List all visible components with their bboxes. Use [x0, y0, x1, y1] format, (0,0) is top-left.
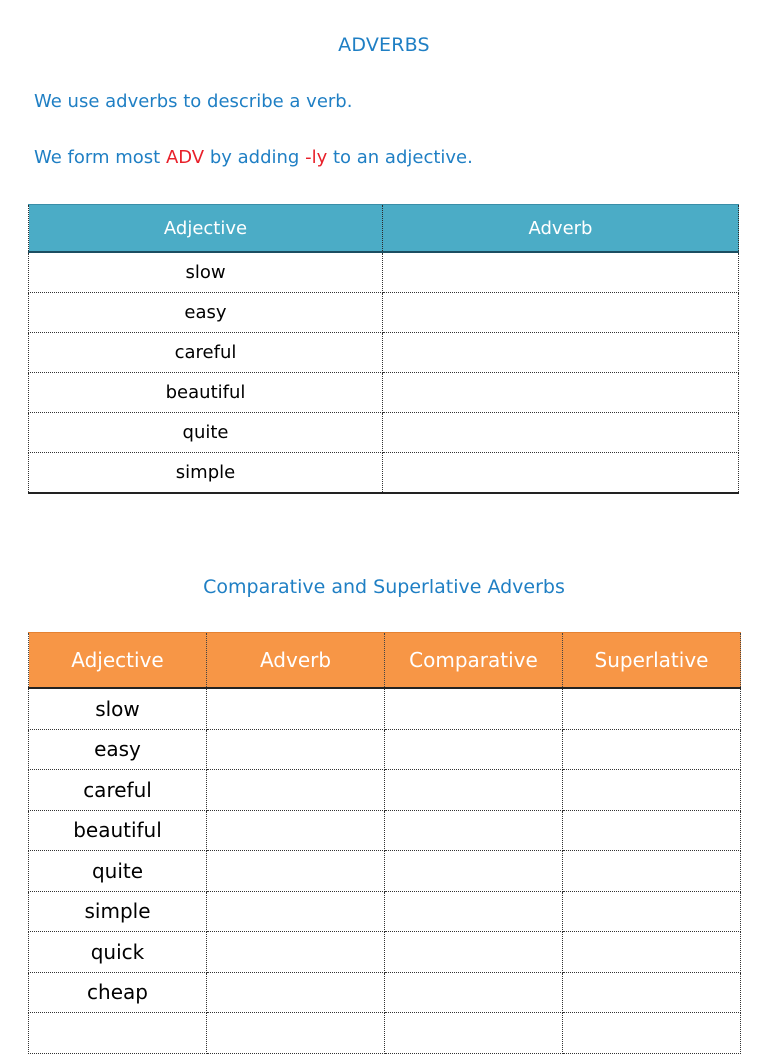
table-row	[29, 851, 741, 892]
intro-line-2-part-a: We form most	[34, 147, 166, 168]
comparative-answer-cell[interactable]	[385, 729, 563, 770]
adverb-answer-cell[interactable]	[383, 333, 739, 373]
table-row	[29, 453, 739, 494]
adverb-answer-cell[interactable]	[207, 810, 385, 851]
comparative-answer-cell[interactable]	[385, 932, 563, 973]
table-row	[29, 1013, 741, 1054]
adjective-cell: simple	[29, 891, 207, 932]
adverb-answer-cell[interactable]	[207, 1013, 385, 1054]
adverb-answer-cell[interactable]	[207, 891, 385, 932]
table-row	[29, 413, 739, 453]
header-superlative: Superlative	[563, 633, 741, 689]
adjective-cell: careful	[29, 333, 383, 373]
table-row	[29, 373, 739, 413]
adjective-cell: slow	[29, 688, 207, 729]
comparative-answer-cell[interactable]	[385, 810, 563, 851]
adjective-cell: beautiful	[29, 810, 207, 851]
adjective-cell: quite	[29, 413, 383, 453]
comparative-answer-cell[interactable]	[385, 688, 563, 729]
adjective-cell: quick	[29, 932, 207, 973]
intro-line-1: We use adverbs to describe a verb.	[34, 91, 353, 112]
adverb-answer-cell[interactable]	[207, 851, 385, 892]
comparative-answer-cell[interactable]	[385, 891, 563, 932]
superlative-answer-cell[interactable]	[563, 688, 741, 729]
adverb-answer-cell[interactable]	[207, 932, 385, 973]
table-row	[29, 972, 741, 1013]
adjective-cell: beautiful	[29, 373, 383, 413]
comparative-answer-cell[interactable]	[385, 1013, 563, 1054]
superlative-answer-cell[interactable]	[563, 972, 741, 1013]
superlative-answer-cell[interactable]	[563, 810, 741, 851]
header-adverb: Adverb	[383, 205, 739, 253]
adjective-cell: quite	[29, 851, 207, 892]
adverb-table-header	[29, 205, 739, 253]
page-title: ADVERBS	[338, 34, 430, 56]
adjective-cell: slow	[29, 252, 383, 293]
adjective-cell: easy	[29, 293, 383, 333]
table-row	[29, 688, 741, 729]
table-row	[29, 293, 739, 333]
adverb-answer-cell[interactable]	[383, 453, 739, 494]
table-row	[29, 252, 739, 293]
adverb-answer-cell[interactable]	[383, 293, 739, 333]
comparative-answer-cell[interactable]	[385, 770, 563, 811]
adjective-cell	[29, 1013, 207, 1054]
table-row	[29, 333, 739, 373]
table-row	[29, 810, 741, 851]
intro-line-2-part-c: to an adjective.	[327, 147, 473, 168]
intro-line-2	[34, 147, 473, 168]
superlative-answer-cell[interactable]	[563, 932, 741, 973]
table-row	[29, 891, 741, 932]
superlative-answer-cell[interactable]	[563, 891, 741, 932]
header-comparative: Comparative	[385, 633, 563, 689]
superlative-answer-cell[interactable]	[563, 729, 741, 770]
adverb-answer-cell[interactable]	[207, 770, 385, 811]
adverb-answer-cell[interactable]	[383, 413, 739, 453]
adjective-cell: careful	[29, 770, 207, 811]
header-adverb: Adverb	[207, 633, 385, 689]
adverb-answer-cell[interactable]	[207, 972, 385, 1013]
adverb-answer-cell[interactable]	[207, 688, 385, 729]
adverb-answer-cell[interactable]	[383, 252, 739, 293]
table-row	[29, 729, 741, 770]
adverb-answer-cell[interactable]	[383, 373, 739, 413]
superlative-answer-cell[interactable]	[563, 770, 741, 811]
adjective-cell: simple	[29, 453, 383, 494]
superlative-answer-cell[interactable]	[563, 851, 741, 892]
section-subtitle: Comparative and Superlative Adverbs	[203, 576, 565, 598]
header-adjective: Adjective	[29, 633, 207, 689]
table-row	[29, 932, 741, 973]
table-row	[29, 770, 741, 811]
comparative-answer-cell[interactable]	[385, 851, 563, 892]
comparison-table-header	[29, 633, 741, 689]
comparative-answer-cell[interactable]	[385, 972, 563, 1013]
header-adjective: Adjective	[29, 205, 383, 253]
adv-highlight: ADV	[165, 147, 205, 168]
adverb-table	[28, 204, 739, 494]
adverb-answer-cell[interactable]	[207, 729, 385, 770]
adjective-cell: cheap	[29, 972, 207, 1013]
ly-highlight: -ly	[305, 147, 328, 168]
comparison-table	[28, 632, 741, 1054]
adjective-cell: easy	[29, 729, 207, 770]
intro-line-2-part-b: by adding	[204, 147, 306, 168]
superlative-answer-cell[interactable]	[563, 1013, 741, 1054]
